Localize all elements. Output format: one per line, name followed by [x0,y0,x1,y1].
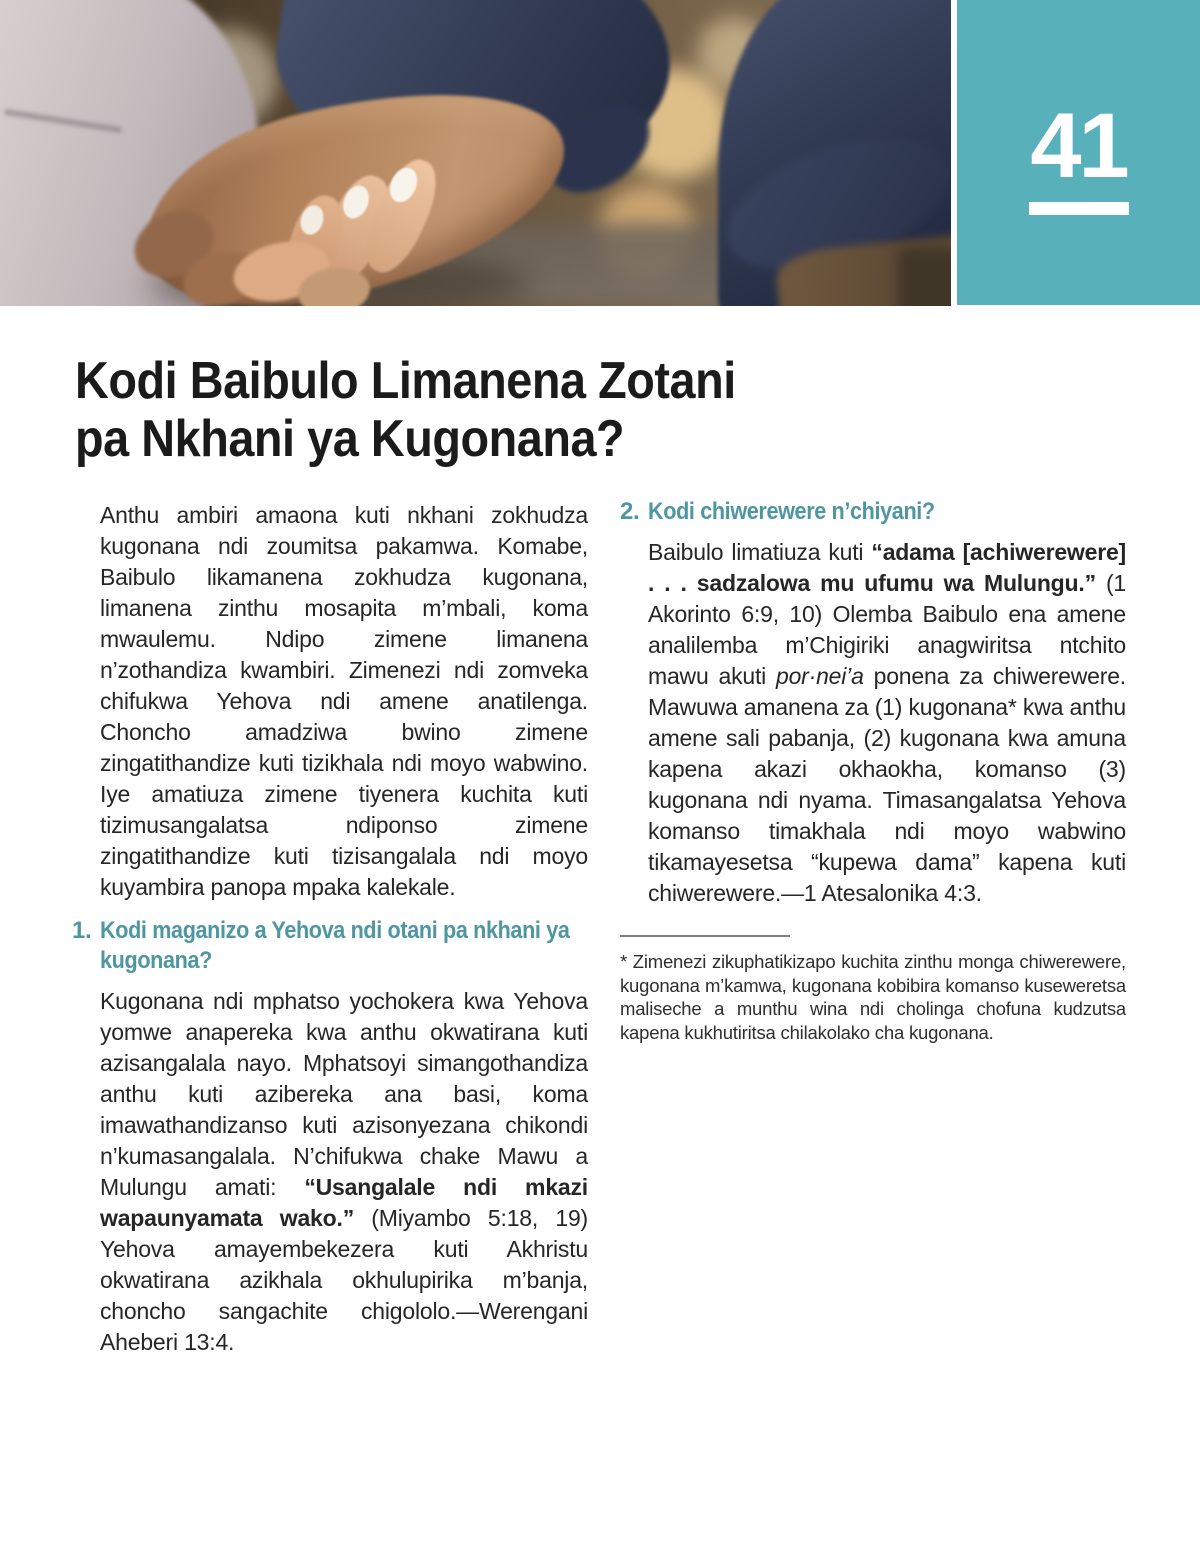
question-1-label: Kodi maganizo a Yehova ndi otani pa nkhani ya kugonana? [100,917,570,974]
question-2-answer [648,537,1126,909]
footnote: * Zimenezi zikuphatikizapo kuchita zinthu monga chiwerewere, kugonana m’kamwa, kugonana kobibira komanso kuseweretsa maliseche a munthu wina ndi cholinga chofuna kudzutsa kapena kukhutiritsa chilakolako cha kugonana. [620,951,1126,1043]
page-title-line-2: pa Nkhani ya Kugonana? [75,410,625,468]
intro-paragraph: Anthu ambiri amaona kuti nkhani zokhudza kugonana ndi zoumitsa pakamwa. Komabe, Baibulo likamanena zokhudza kugonana, limanena zinthu mosapita m’mbali, koma mwaulemu. Ndipo zimene limanena n’zothandiza kwambiri. Zimenezi ndi zomveka chifukwa Yehova ndi amene anatilenga. Choncho amadziwa bwino zimene zingatithandize kuti tizikhala ndi moyo wabwino. Iye amatiuza zimene tiyenera kuchita kuti tizimusangalatsa ndiponso zimene zingatithandize kuti tizisangalala ndi moyo kuyambira panopa mpaka kalekale. [100,502,588,900]
answer-text: ponena za chiwerewere. Mawuwa amanena za (1) kugonana* kwa anthu amene sali pabanja, (2) kugonana kwa amuna kapena akazi okhaokha, komanso (3) kugonana ndi nyama. Timasangalatsa Yehova komanso timakhala ndi moyo wabwino tikamayesetsa “kupewa dama” kapena kuti chiwerewere.—1 Atesalonika 4:3. [648,663,1126,906]
left-column [72,500,588,1358]
page-title [75,352,736,468]
question-1-heading [72,916,588,976]
answer-text: (Miyambo 5:18, 19) Yehova amayembekezera kuti Akhristu okwatirana azikhala okhulupirika m’banja, choncho sangachite chigololo.—Werengani Aheberi 13:4. [100,1205,588,1355]
lesson-number-badge [957,0,1200,305]
answer-bold-quote: “adama [achiwerewere] . . . sadzalowa mu ufumu wa Mulungu.” [648,539,1126,596]
photo-corner-shadow [898,248,951,306]
answer-text: Baibulo limatiuza kuti [648,539,872,565]
footnote-separator [620,935,790,937]
question-1-answer [100,986,588,1358]
lesson-number-underline [1029,202,1129,215]
question-2-number: 2. [620,498,640,525]
holding-hands-photo [0,0,951,306]
page-title-line-1: Kodi Baibulo Limanena Zotani [75,352,736,410]
question-2-heading [620,497,1126,527]
right-column [620,497,1126,1044]
answer-text: Kugonana ndi mphatso yochokera kwa Yehova yomwe anapereka kwa anthu okwatirana kuti azisangalala nayo. Mphatsoyi simangothandiza anthu kuti azibereka ana basi, koma imawathandizanso kuti azisonyezana chikondi n’kumasangalala. N’chifukwa chake Mawu a Mulungu amati: [100,988,588,1200]
question-1-number: 1. [72,917,92,944]
question-2-label: Kodi chiwerewere n’chiyani? [648,498,935,525]
answer-bold-quote: “Usangalale ndi mkazi wapaunyamata wako.” [100,1174,588,1231]
answer-italic-term: por·nei’a [775,663,864,689]
answer-text: (1 Akorinto 6:9, 10) Olemba Baibulo ena amene analilemba m’Chigiriki anagwiritsa ntchito mawu akuti [648,570,1127,689]
lesson-number: 41 [1030,95,1127,197]
